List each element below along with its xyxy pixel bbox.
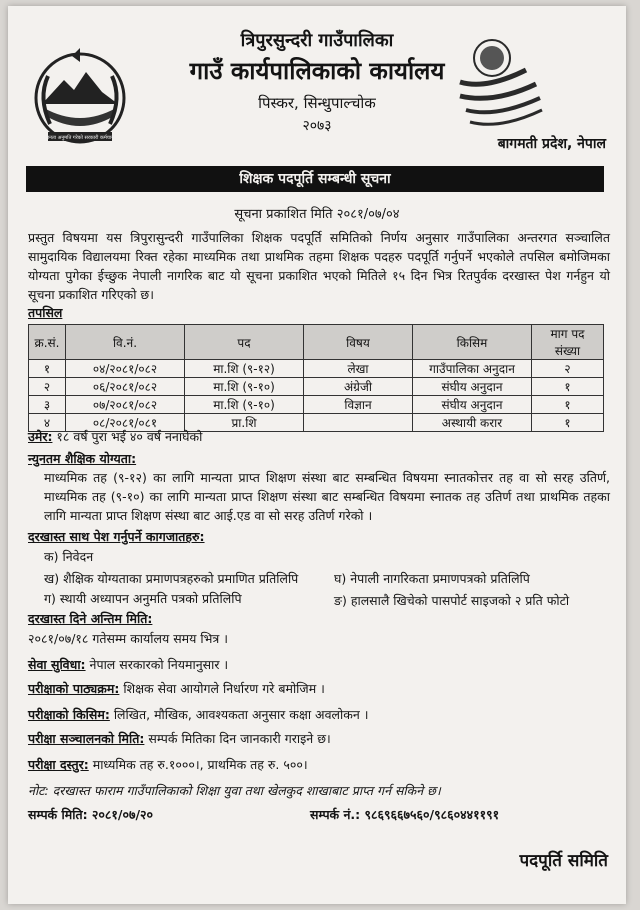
cell: लेखा bbox=[304, 360, 413, 378]
published-date: सूचना प्रकाशित मिति २०८१/०७/०४ bbox=[234, 207, 400, 222]
contact-date-value: २०८१/०७/२० bbox=[87, 807, 154, 822]
document-ga: ग) स्थायी अध्यापन अनुमति पत्रको प्रतिलिपि bbox=[44, 591, 242, 606]
header-ad-no: वि.नं. bbox=[66, 325, 185, 360]
table-row bbox=[29, 360, 604, 378]
established-year: २०७३ bbox=[302, 118, 332, 134]
syllabus-text: शिक्षक सेवा आयोगले निर्धारण गरे बमोजिम । bbox=[119, 681, 325, 696]
cell: २ bbox=[532, 360, 604, 378]
notice-title: शिक्षक पदपूर्ति सम्बन्धी सूचना bbox=[26, 166, 604, 192]
contact-phone-label: सम्पर्क नं.: bbox=[310, 807, 361, 822]
header-count: माग पद संख्या bbox=[532, 325, 604, 360]
document-ka: क) निवेदन bbox=[44, 549, 94, 564]
cell: ४ bbox=[29, 414, 66, 432]
facility-section bbox=[28, 656, 228, 673]
age-label: उमेर: bbox=[28, 429, 53, 444]
municipality-name: त्रिपुरसुन्दरी गाउँपालिका bbox=[240, 30, 394, 51]
document-gha: घ) नेपाली नागरिकता प्रमाणपत्रको प्रतिलिपि bbox=[334, 571, 530, 586]
documents-label: दरखास्त साथ पेश गर्नुपर्ने कागजातहरु: bbox=[28, 529, 205, 544]
signature-committee: पदपूर्ति समिति bbox=[519, 851, 608, 871]
table-caption: तपसिल bbox=[28, 305, 63, 320]
document-kha: ख) शैक्षिक योग्यताका प्रमाणपत्रहरुको प्रमाणित प्रतिलिपि bbox=[44, 571, 299, 586]
cell: गाउँपालिका अनुदान bbox=[413, 360, 532, 378]
qualification-label: न्युनतम शैक्षिक योग्यता: bbox=[28, 451, 137, 466]
facility-label: सेवा सुविधा: bbox=[28, 657, 86, 672]
cell: ०४/२०८१/०८२ bbox=[66, 360, 185, 378]
deadline-text: २०८१/०७/१८ गतेसम्म कार्यालय समय भित्र । bbox=[28, 631, 229, 646]
cell: ०७/२०८१/०८२ bbox=[66, 396, 185, 414]
municipality-seal bbox=[456, 30, 556, 134]
document-nga: ङ) हालसालै खिचेको पासपोर्ट साइजको २ प्रति फोटो bbox=[334, 593, 570, 608]
exam-type-text: लिखित, मौखिक, आवश्यकता अनुसार कक्षा अवलोकन । bbox=[109, 707, 369, 722]
table-header-row bbox=[29, 325, 604, 360]
exam-fee-text: माध्यमिक तह रु.१०००।, प्राथमिक तह रु. ५००। bbox=[88, 757, 308, 772]
syllabus-section bbox=[28, 680, 325, 697]
contact-phone-value: ९८६९६६७५६०/९८६०४४११९१ bbox=[360, 807, 500, 822]
contact-date bbox=[28, 806, 153, 823]
cell: संघीय अनुदान bbox=[413, 378, 532, 396]
exam-type-label: परीक्षाको किसिम: bbox=[28, 707, 110, 722]
facility-text: नेपाल सरकारको नियमानुसार । bbox=[85, 657, 229, 672]
cell: ३ bbox=[29, 396, 66, 414]
syllabus-label: परीक्षाको पाठ्यक्रम: bbox=[28, 681, 120, 696]
exam-fee-section bbox=[28, 756, 308, 773]
header-type: किसिम bbox=[413, 325, 532, 360]
cell: विज्ञान bbox=[304, 396, 413, 414]
cell: १ bbox=[532, 414, 604, 432]
cell bbox=[304, 414, 413, 432]
cell: ०६/२०८१/०८२ bbox=[66, 378, 185, 396]
exam-date-label: परीक्षा सञ्चालनको मिति: bbox=[28, 731, 145, 746]
vacancy-table bbox=[28, 324, 604, 432]
cell: मा.शि (९-१०) bbox=[185, 378, 304, 396]
contact-phone bbox=[310, 806, 499, 823]
header-sn: क्र.सं. bbox=[29, 325, 66, 360]
office-name: गाउँ कार्यपालिकाको कार्यालय bbox=[189, 57, 445, 85]
age-section bbox=[28, 428, 202, 445]
exam-fee-label: परीक्षा दस्तुर: bbox=[28, 757, 89, 772]
cell: १ bbox=[532, 396, 604, 414]
cell: अंग्रेजी bbox=[304, 378, 413, 396]
qualification-text: माध्यमिक तह (९-१२) का लागि मान्यता प्राप्त शिक्षण संस्था बाट सम्बन्धित विषयमा स्नातकोत्तर तह वा सो सरह उतिर्ण, माध्यमिक तह (९-१०) का लागि मान्यता प्राप्त शिक्षण संस्था बाट सम्बन्धित विषयमा स्नातक तह उतिर्ण तथा प्राथमिक तहका लागि मान्यता प्राप्त शिक्षण संस्था बाट आई.एड वा सो सरह उतिर्ण गरेको । bbox=[44, 470, 610, 523]
exam-type-section bbox=[28, 706, 369, 723]
office-address: पिस्कर, सिन्धुपाल्चोक bbox=[258, 94, 376, 112]
cell: १ bbox=[29, 360, 66, 378]
note-text: नोट: दरखास्त फाराम गाउँपालिकाको शिक्षा युवा तथा खेलकुद शाखाबाट प्राप्त गर्न सकिने छ। bbox=[28, 783, 441, 798]
cell: मा.शि (९-१२) bbox=[185, 360, 304, 378]
cell: २ bbox=[29, 378, 66, 396]
exam-date-text: सम्पर्क मितिका दिन जानकारी गराइने छ। bbox=[144, 731, 331, 746]
age-text: १८ वर्ष पुरा भई ४० वर्ष ननाघेको bbox=[52, 429, 203, 444]
contact-date-label: सम्पर्क मिति: bbox=[28, 807, 88, 822]
deadline-label: दरखास्त दिने अन्तिम मिति: bbox=[28, 611, 153, 626]
table-row bbox=[29, 378, 604, 396]
header-post: पद bbox=[185, 325, 304, 360]
cell: ०८/२०८१/०८१ bbox=[66, 414, 185, 432]
notice-page bbox=[8, 6, 626, 904]
exam-date-section bbox=[28, 730, 331, 747]
cell: प्रा.शि bbox=[185, 414, 304, 432]
cell: संघीय अनुदान bbox=[413, 396, 532, 414]
emblem-caption: जनता अनुमति गरेको सरकारी कर्मचारी bbox=[45, 135, 115, 141]
province-name: बागमती प्रदेश, नेपाल bbox=[497, 136, 606, 152]
intro-paragraph: प्रस्तुत विषयमा यस त्रिपुरासुन्दरी गाउँपालिका शिक्षक पदपूर्ति समितिको निर्णय अनुसार गाउँपालिका अन्तरगत सञ्चालित सामुदायिक विद्यालयमा रिक्त रहेका माध्यमिक तथा प्राथमिक तहमा शिक्षक पदहरु पदपूर्ति गर्नुपर्ने भएकोले तपसिल बमोजिमका योग्यता पुगेका ईच्छुक नेपाली नागरिक बाट यो सूचना प्रकाशित भएको मितिले १५ दिन भित्र रितपुर्वक दरखास्त पेश गर्नहुन यो सूचना प्रकाशित गरिएको छ। bbox=[28, 230, 610, 302]
header-subject: विषय bbox=[304, 325, 413, 360]
table-row bbox=[29, 396, 604, 414]
cell: मा.शि (९-१०) bbox=[185, 396, 304, 414]
cell: १ bbox=[532, 378, 604, 396]
cell: अस्थायी करार bbox=[413, 414, 532, 432]
